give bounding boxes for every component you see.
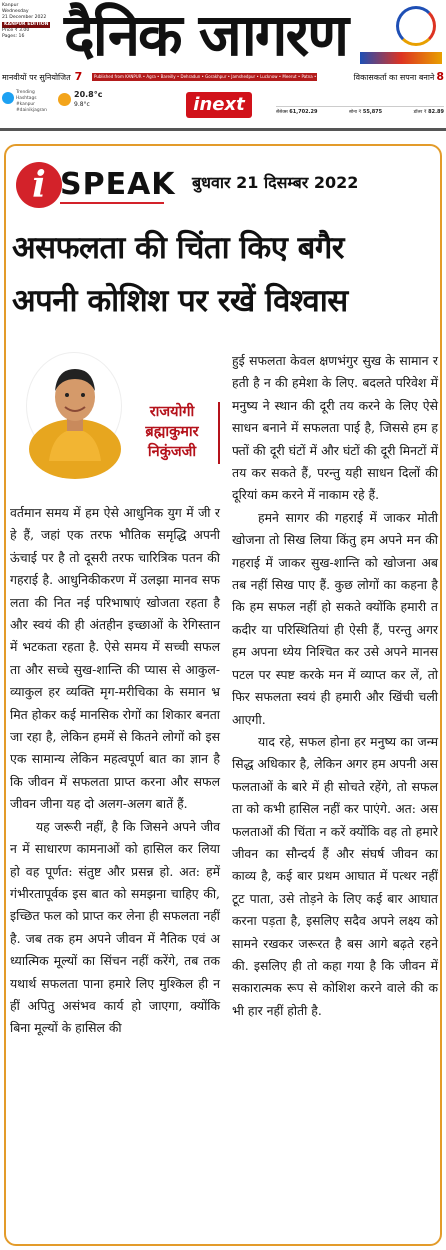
i-circle-icon: i [16, 162, 62, 208]
author-portrait-icon [27, 353, 123, 461]
place: Kanpur [2, 3, 19, 8]
masthead-ad [360, 6, 442, 64]
paragraph: याद रहे, सफल होना हर मनुष्य का जन्मसिद्ध अधिकार है, लेकिन अगर हम अपनी असफलताओं के बारे में ही सोचते रहेंगे, तो सफलता को कभी हासिल नहीं कर पाएंगे. अत: असफलताओं की चिंता न करें क्योंकि वह तो हमारे जीवन का सौन्दर्य हैं और संघर्ष जीवन का काव्य है, कई बार प्रथम आघात में पत्थर नहीं टूट पाता, उसे तोड़ने के लिए कई बार आघात करना पड़ता है, इसलिए सदैव अपने लक्ष्य को सामने रखकर जरूरत है बस आगे बढ़ते रहने की. इसलिए ही तो कहा गया है कि जीवन में सकारात्मक रूप से कोशिश करने वाले की कभी हार नहीं होती है. [232, 733, 438, 1018]
byline-bar [218, 402, 220, 464]
teaser-right-page: 8 [436, 70, 444, 83]
author-photo [26, 352, 122, 460]
trending-hashtags[interactable]: Trending Hashtags #kanpur #dainikjagran [2, 90, 54, 116]
twitter-icon [2, 92, 14, 104]
logo-underline [60, 202, 164, 204]
pages: Pages: 16 [2, 34, 25, 39]
teaser-right[interactable]: विकासकर्ता का सपना बनाने 8 [353, 70, 444, 83]
issue-date: 21 December 2022 [2, 15, 47, 20]
ad-strip [360, 52, 442, 64]
edition-info [2, 3, 62, 40]
article-column-left [10, 502, 220, 1246]
article-date: बुधवार 21 दिसम्बर 2022 [192, 173, 359, 192]
dainik-jagran-logo: दैनिक जागरण [64, 1, 348, 69]
weekday: Wednesday [2, 9, 29, 14]
temp-min: 9.8°c [74, 101, 90, 108]
teaser-left-page: 7 [74, 70, 83, 83]
author-byline [124, 402, 220, 464]
headline-line-2: अपनी कोशिश पर रखें विश्वास [12, 283, 348, 319]
teaser-ribbon [0, 70, 446, 84]
market-ticker: सेंसेक्स 61,702.29 सोना ₹ 55,875 डॉलर ₹ 82.89 [276, 88, 444, 120]
dollar-value: 82.89 [428, 109, 444, 115]
gold-value: 55,875 [362, 109, 383, 115]
inext-logo[interactable]: inext [186, 92, 252, 118]
article-headline [12, 222, 438, 332]
speak-wordmark: SPEAK [60, 167, 176, 202]
author-name: निकुंजजी [147, 444, 197, 460]
paragraph: हमने सागर की गहराई में जाकर मोती खोजना तो सिख लिया किंतु हम अपने मन की गहराई में जाकर सुख-शान्ति को खोजना अब तब नहीं सिख पाए हैं. कुछ लोगों का कहना है कि हम सफल नहीं हो सकते क्योंकि हमारी तकदीर या परिस्थितियां ही ऐसी हैं, परन्तु अगर हम अपना ध्येय निश्चित कर उसे अपने मानस पटल पर स्पष्ट करके मन में व्याप्त कर लें, तो फिर सफलता स्वयं ही हमारी और खिंची चली आएगी. [232, 509, 438, 727]
sensex-value: 61,702.29 [289, 109, 318, 115]
headline-line-1: असफलता की चिंता किए बगैर [12, 230, 344, 266]
masthead-rule [0, 128, 446, 131]
temp-max: 20.8°c [74, 90, 103, 99]
ispeak-article [4, 144, 442, 1246]
ad-swirl-icon [396, 6, 436, 46]
author-order: ब्रह्माकुमार [145, 424, 199, 440]
paragraph: यह जरूरी नहीं, है कि जिसने अपने जीवन में साधारण कामनाओं को हासिल कर लिया हो वह पूर्णत: संतुष्ट और प्रसन्न हो. अत: हमें गंभीरतापूर्वक इस बात को समझना चाहिए की, इच्छित फल को प्राप्त कर लेना ही सफलता नहीं है. जब तक हम अपने जीवन में नैतिक एवं अध्यात्मिक मूल्यों का सिंचन नहीं करेंगे, तब तक यथार्थ सफलता पाना हमारे लिए मुश्किल ही नहीं अपितु असंभव कार्य हो जाएगा, क्योंकि बिना मूल्यों के हासिल की [10, 818, 220, 1036]
paragraph: वर्तमान समय में हम ऐसे आधुनिक युग में जी रहे हैं, जहां एक तरफ भौतिक समृद्धि अपनी ऊंचाई पर है तो दूसरी तरफ चारित्रिक पतन की गहराई है. आधुनिकीकरण में उलझा मानव सफलता की नित नई परिभाषाएं खोजता रहता है और स्वयं की ही अंतहीन इच्छाओं के रेगिस्तान में भटकता रहता है. ऐसे समय में सच्ची सफलता और सच्चे सुख-शान्ति की प्यास से आकुल-व्याकुल हर व्यक्ति मृग-मरीचिका के समान भ्रमित होकर कई मानसिक रोगों का शिकार बनता जा रहा है, लेकिन हममें से कितने लोगों को इस एक सामान्य लेकिन महत्वपूर्ण बात का ज्ञान है कि जीवन में सफलता प्राप्त करना और सफल जीवन जीना यह दो अलग-अलग बातें हैं. [10, 505, 220, 812]
ispeak-section-logo [16, 162, 176, 208]
newspaper-masthead [0, 0, 446, 142]
paragraph: हुई सफलता केवल क्षणभंगुर सुख के सामान रहती है न की हमेशा के लिए. बदलते परिवेश में मनुष्य ने स्थान की दूरी तय करने के लिए ऐसे साधन बनाने में सफलता पाई है, जिससे हम हफ्तों की दूरी घंटों में और घंटों की दूरी मिनटों में तय कर सकते हैं, परन्तु यही साधन दिलों की दूरियां कम करने में नाकाम रहे हैं. [232, 353, 438, 503]
price: Price ₹ 3.00 [2, 28, 30, 33]
article-column-right [232, 350, 438, 1240]
info-bar [0, 86, 446, 124]
weather-widget [58, 90, 108, 118]
teaser-left[interactable]: मानवीयों पर सुनियोजित 7 [2, 70, 83, 83]
edition-label: KANPUR EDITION [4, 22, 49, 27]
author-title: राजयोगी [149, 404, 195, 420]
editions-strip: Published from KANPUR • Agra • Bareilly • Dehradun • Gorakhpur • Jamshedpur • Lucknow • Meerut • Patna • Prayagraj • Ranchi • Varanasi [94, 74, 378, 79]
sun-icon [58, 93, 71, 106]
